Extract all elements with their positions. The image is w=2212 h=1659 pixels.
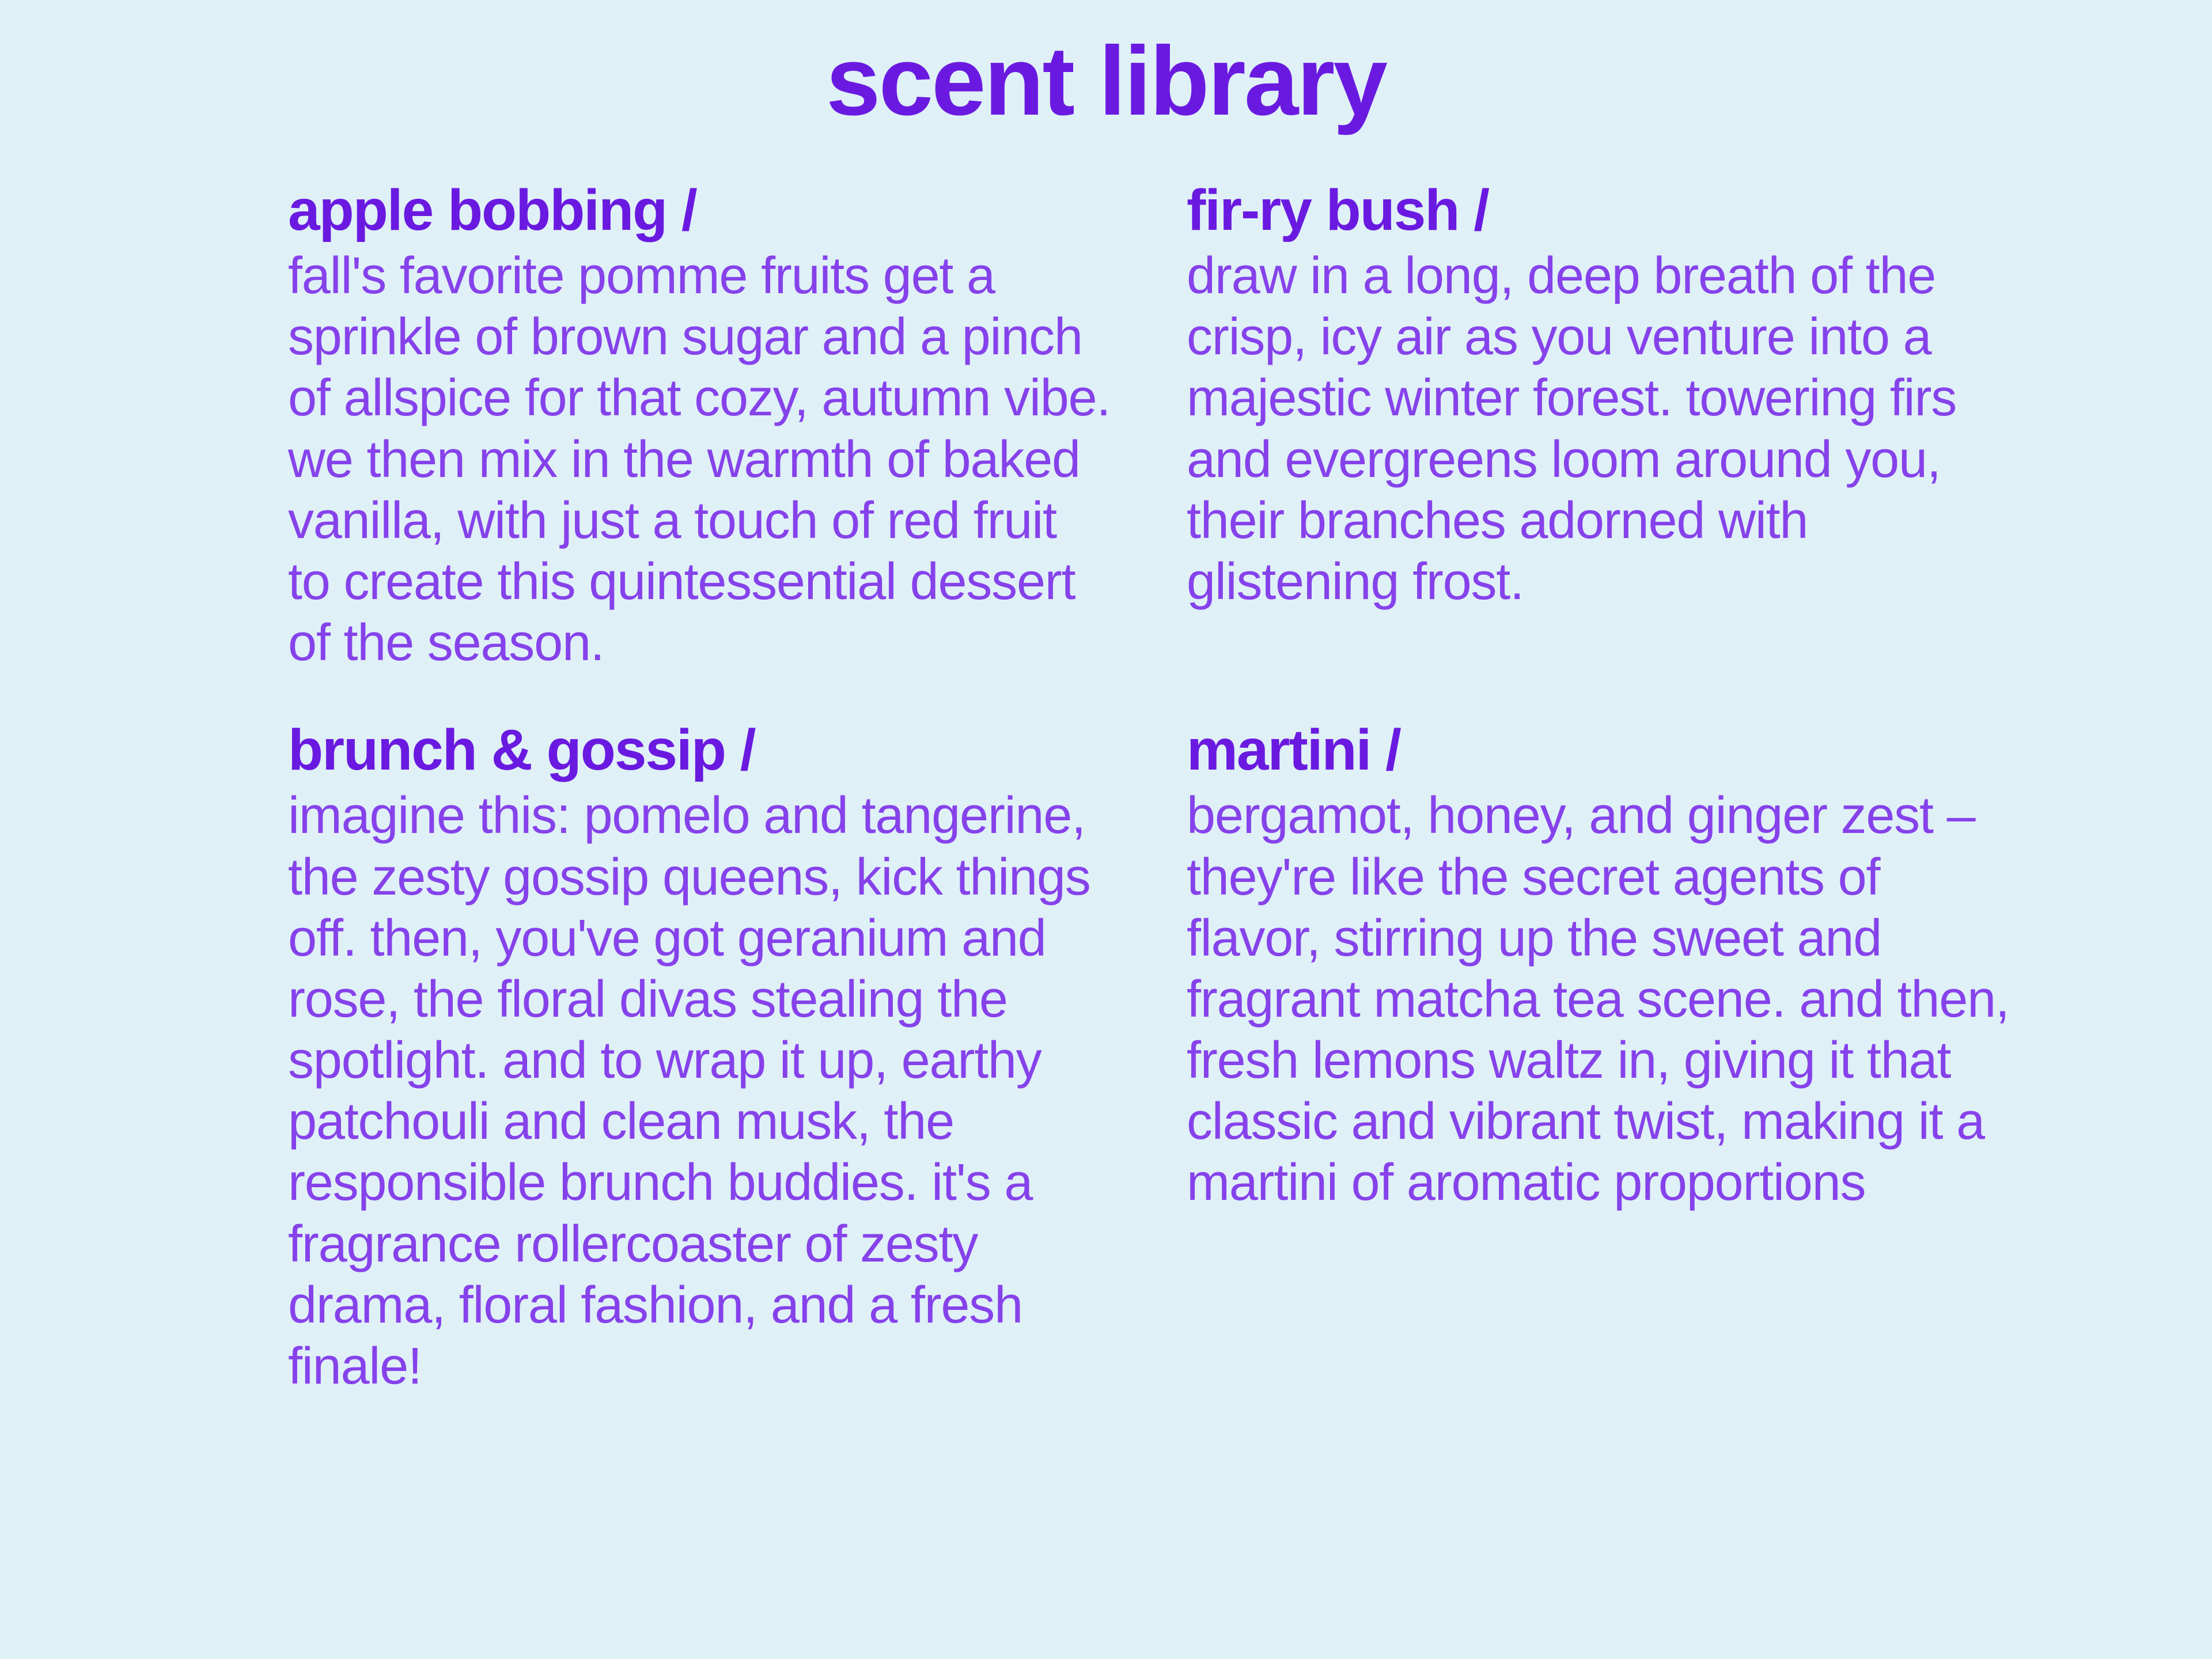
scent-entry-brunch-and-gossip: [288, 718, 1187, 1397]
scent-entry-name: fir-ry bush /: [1187, 178, 1489, 243]
scent-entry-description: fall's favorite pomme fruits get a sprinkle of brown sugar and a pinch of allspice for that cozy, autumn vibe. we then mix in the warmth of baked vanilla, with just a touch of red fruit to create this quintessential dessert of the season.: [288, 247, 1111, 672]
scent-entry-description: imagine this: pomelo and tangerine, the zesty gossip queens, kick things off. then, you've got geranium and rose, the floral divas stealing the spotlight. and to wrap it up, earthy patchouli and clean musk, the responsible brunch buddies. it's a fragrance rollercoaster of zesty drama, floral fashion, and a fresh finale!: [288, 787, 1090, 1395]
scent-entry-description: draw in a long, deep breath of the crisp, icy air as you venture into a majestic winter forest. towering firs and evergreens loom around you, their branches adorned with glistening frost.: [1187, 247, 1957, 611]
scent-entry-fir-ry-bush: [1187, 179, 2051, 673]
scent-entry-apple-bobbing: [288, 179, 1187, 673]
page-title: scent library: [825, 26, 1387, 136]
scent-entry-name: brunch & gossip /: [288, 718, 755, 783]
scent-entry-description: bergamot, honey, and ginger zest – they're like the secret agents of flavor, stirring up the sweet and fragrant matcha tea scene. and then, fresh lemons waltz in, giving it that classic and vibrant twist, making it a martini of aromatic proportions: [1187, 787, 2009, 1212]
scent-entry-grid: [288, 179, 2051, 1397]
scent-entry-name: martini /: [1187, 718, 1400, 783]
scent-entry-martini: [1187, 718, 2051, 1397]
scent-entry-name: apple bobbing /: [288, 178, 696, 243]
